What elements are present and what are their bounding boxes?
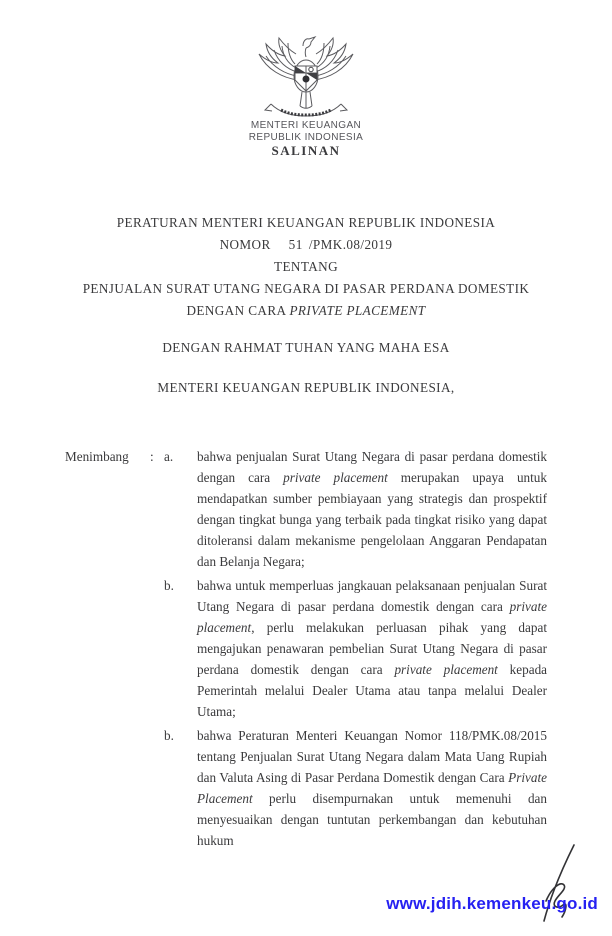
label-spacer [65, 575, 150, 722]
regulation-title-block [0, 212, 612, 322]
subject-line1: PENJUALAN SURAT UTANG NEGARA DI PASAR PERDANA DOMESTIK [82, 281, 530, 296]
footer-url[interactable]: www.jdih.kemenkeu.go.id [386, 894, 598, 913]
tentang-label: TENTANG [273, 259, 338, 274]
text-segment: merupakan upaya untuk mendapatkan sumber pembiayaan yang strategis dan prospektif dengan tingkat bunga yang terbaik pada tingkat risiko yang dapat ditoleransi dalam mekanisme pengelolaan Anggaran Pendapatan dan Belanja Negara; [197, 470, 547, 569]
emblem-container [0, 34, 612, 122]
invocation-line: DENGAN RAHMAT TUHAN YANG MAHA ESA [162, 340, 450, 355]
authority-line: MENTERI KEUANGAN REPUBLIK INDONESIA, [157, 380, 455, 395]
item-letter: b. [164, 728, 174, 743]
colon-spacer [150, 575, 164, 722]
considerations-section [65, 446, 547, 854]
menimbang-label: Menimbang [65, 449, 129, 464]
consideration-row [65, 575, 547, 722]
garuda-pancasila-emblem-icon [245, 34, 367, 122]
nomor-label: NOMOR [219, 237, 271, 252]
label-spacer [65, 725, 150, 851]
copy-stamp: SALINAN [271, 143, 341, 158]
consideration-text-b1 [197, 575, 547, 722]
item-letter: b. [164, 578, 174, 593]
text-segment: private placement [394, 662, 498, 677]
consideration-text-a [197, 446, 547, 572]
colon-spacer [150, 725, 164, 851]
text-segment: bahwa Peraturan Menteri Keuangan Nomor 118/PMK.08/2015 tentang Penjualan Surat Utang Negara dalam Mata Uang Rupiah dan Valuta Asing di Pasar Perdana Domestik dengan Cara [197, 728, 547, 785]
nomor-suffix: /PMK.08/2019 [308, 237, 393, 252]
text-segment: bahwa penjualan Surat Utang Negara di pasar perdana domestik dengan cara [197, 449, 547, 485]
ministry-line2: REPUBLIK INDONESIA [248, 132, 364, 143]
text-segment: bahwa untuk memperluas jangkauan pelaksanaan penjualan Surat Utang Negara di pasar perdana domestik dengan cara [197, 578, 547, 614]
regulation-number-line [0, 234, 612, 256]
text-segment: DENGAN CARA [186, 303, 290, 318]
text-segment: perlu disempurnakan untuk memenuhi dan menyesuaikan dengan tuntutan perkembangan dan kebutuhan hukum [197, 791, 547, 848]
text-segment: PRIVATE PLACEMENT [289, 303, 426, 318]
nomor-number: 51 [288, 237, 303, 252]
text-segment: , perlu melakukan perluasan pihak yang dapat mengajukan penawaran pembelian Surat Utang Negara di pasar perdana domestik dengan cara [197, 620, 547, 677]
consideration-row [65, 725, 547, 851]
consideration-text-b2 [197, 725, 547, 851]
text-segment: private placement [197, 599, 547, 635]
text-segment: Private Placement [197, 770, 547, 806]
text-segment: kepada Pemerintah melalui Dealer Utama atau tanpa melalui Dealer Utama; [197, 662, 548, 719]
ministry-name [0, 120, 612, 144]
text-segment: private placement [283, 470, 388, 485]
ministry-line1: MENTERI KEUANGAN [250, 120, 362, 131]
subject-line2 [0, 300, 612, 322]
item-letter: a. [164, 449, 174, 464]
regulation-title-line1: PERATURAN MENTERI KEUANGAN REPUBLIK INDONESIA [116, 215, 496, 230]
colon-separator: : [150, 449, 154, 464]
consideration-row [65, 446, 547, 572]
